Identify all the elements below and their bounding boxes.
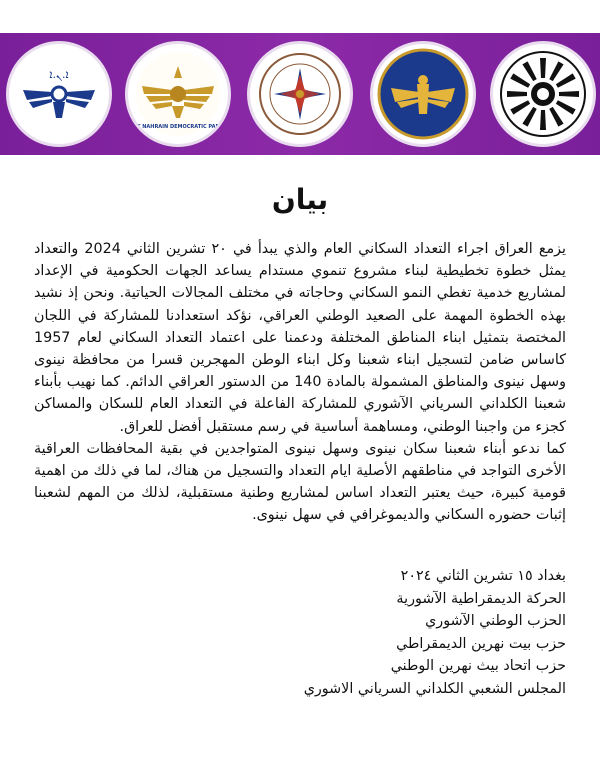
winged-emblem-icon: [9, 44, 109, 144]
statement-body: [34, 238, 566, 527]
adm-logo: [6, 41, 112, 147]
page-title: بيان: [271, 183, 329, 216]
paragraph-1: يزمع العراق اجراء التعداد السكاني العام والذي يبدأ في ٢٠ تشرين الثاني 2024 والتعداد يمثل خطوة تخطيطية لبناء مشروع تنموي مستدام يساعد الجهات الحكومية في الإعداد لمشاريع خدمية تغطي النمو السكاني وحاجاته في مختلف المجالات الحياتية. ونحن إذ نشيد بهذه الخطوة المهمة على الصعيد الوطني العراقي، نؤكد استعدادنا للمشاركة في اللجان المختصة بتمثيل ابناء المناطق المختلفة ودعمنا على اعتماد التعداد السكاني لعام 1957 كاساس ضامن لتسجيل ابناء شعبنا وكل ابناء الوطن المهجرين قسرا من محافظة نينوى وسهل نينوى والمناطق المشمولة بالمادة 140 من الدستور العراقي الدائم. كما نهيب بأبناء شعبنا الكلداني السرياني الآشوري للمشاركة الفاعلة في التعداد العام للسكان والمساكن كجزء من واجبنا الوطني، ومساهمة أساسية في رسم مستقبل أفضل للعراق.: [34, 241, 567, 435]
date-line: بغداد ١٥ تشرين الثاني ٢٠٢٤: [400, 568, 566, 584]
sun-rays-logo: [490, 41, 596, 147]
paragraph-2: كما ندعو أبناء شعبنا سكان نينوى وسهل نينوى المتواجدين في بقية المحافظات العراقية الأخرى التواجد في مناطقهم الأصلية ايام التعداد والتسجيل من هناك، لما في ذلك من اهمية قومية كبيرة، حيث يعتبر التعداد اساس لمشاريع وطنية مستقبلية، لذلك من المهم لشعبنا إثبات حضوره السكاني والديموغرافي في سهل نينوى.: [34, 440, 566, 524]
bndp-logo: [125, 41, 231, 147]
signature-block: [0, 565, 566, 701]
header-banner: [0, 33, 600, 155]
logo-caption: BET NAHRAIN DEMOCRATIC PARTY: [129, 124, 227, 130]
signatory: الحزب الوطني الآشوري: [425, 613, 566, 630]
star-cross-icon: [250, 44, 350, 144]
eagle-icon: [373, 44, 473, 144]
signatory: حزب اتحاد بيث نهرين الوطني: [390, 658, 566, 675]
sun-rays-icon: [493, 44, 593, 144]
signatory: الحركة الديمقراطية الآشورية: [396, 590, 566, 607]
signatory: المجلس الشعبي الكلداني السرياني الاشوري: [303, 680, 566, 697]
center-logo: [247, 41, 353, 147]
signatory: حزب بيت نهرين الديمقراطي: [396, 635, 566, 652]
winged-sun-icon: [128, 44, 228, 144]
logo-letters: ܐ.ܢ.ܐ: [49, 68, 69, 81]
adm-blue-logo: [370, 41, 476, 147]
